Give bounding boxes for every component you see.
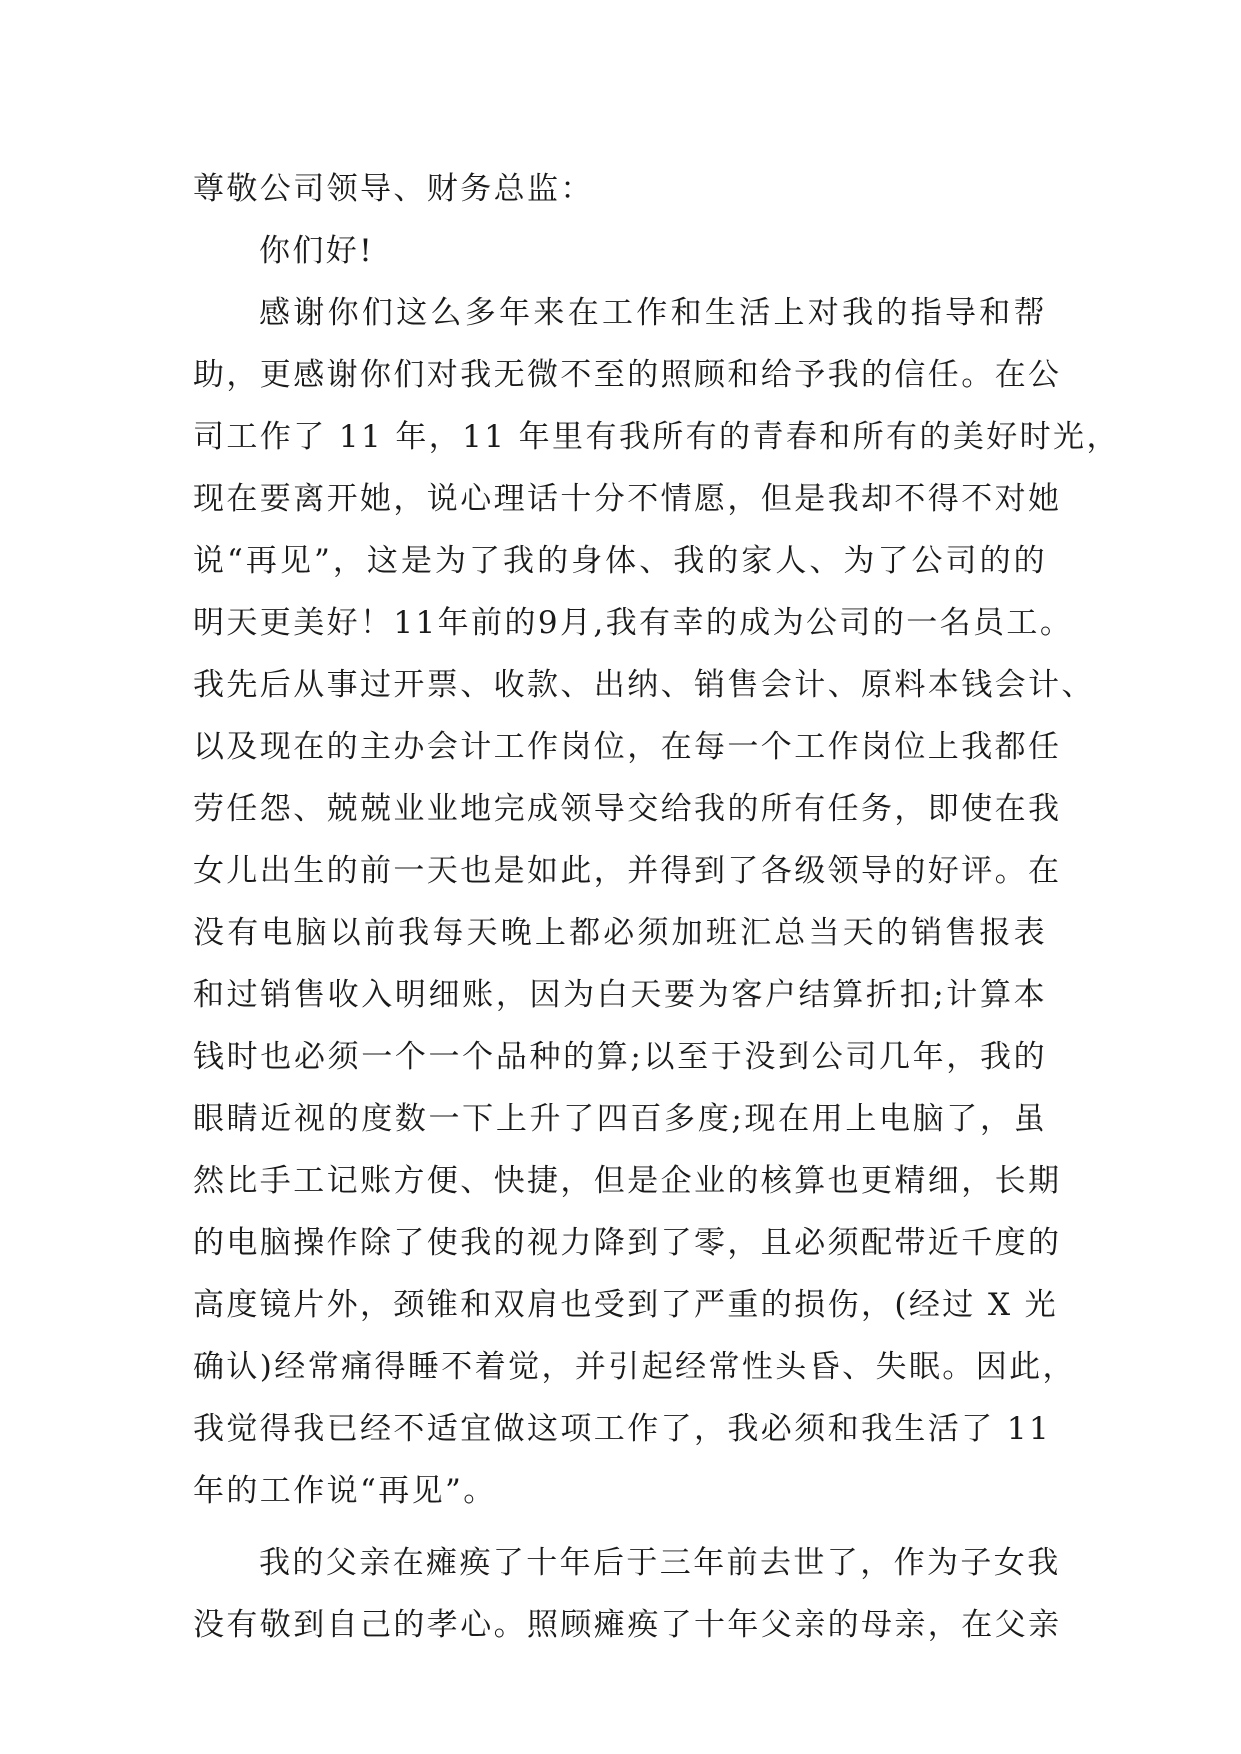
- paragraph-line: 我觉得我已经不适宜做这项工作了，我必须和我生活了 11: [193, 1411, 1052, 1447]
- paragraph-line: 助，更感谢你们对我无微不至的照顾和给予我的信任。在公: [193, 357, 1062, 393]
- paragraph-spacer: [193, 1522, 1047, 1532]
- paragraph-line: 没有敬到自己的孝心。照顾瘫痪了十年父亲的母亲，在父亲: [193, 1607, 1062, 1643]
- paragraph-line: 然比手工记账方便、快捷，但是企业的核算也更精细，长期: [193, 1163, 1062, 1199]
- paragraph-line: 以及现在的主办会计工作岗位，在每一个工作岗位上我都任: [193, 729, 1062, 765]
- paragraph-line: 明天更美好！11年前的9月,我有幸的成为公司的一名员工。: [193, 605, 1074, 641]
- letter-body: [193, 158, 1120, 1656]
- paragraph-line: 司工作了 11 年，11 年里有我所有的青春和所有的美好时光，: [193, 419, 1120, 455]
- paragraph-line: 的电脑操作除了使我的视力降到了零，且必须配带近千度的: [193, 1225, 1062, 1261]
- paragraph-line: 我先后从事过开票、收款、出纳、销售会计、原料本钱会计、: [193, 667, 1095, 703]
- paragraph-line: 钱时也必须一个一个品种的算;以至于没到公司几年，我的: [193, 1039, 1047, 1075]
- salutation: 尊敬公司领导、财务总监：: [193, 171, 594, 207]
- paragraph-line: 劳任怨、兢兢业业地完成领导交给我的所有任务，即使在我: [193, 791, 1062, 827]
- paragraph-line: 感谢你们这么多年来在工作和生活上对我的指导和帮: [259, 295, 1047, 331]
- paragraph-2: [193, 1532, 1062, 1656]
- paragraph-line: 高度镜片外，颈锥和双肩也受到了严重的损伤，(经过 X 光: [193, 1287, 1059, 1323]
- paragraph-line: 说“再见”，这是为了我的身体、我的家人、为了公司的的: [193, 543, 1047, 579]
- paragraph-last-line: 年的工作说“再见”。: [193, 1473, 497, 1509]
- paragraph-line: 现在要离开她，说心理话十分不情愿，但是我却不得不对她: [193, 481, 1062, 517]
- paragraph-line: 眼睛近视的度数一下上升了四百多度;现在用上电脑了，虽: [193, 1101, 1047, 1137]
- paragraph-line: 确认)经常痛得睡不着觉，并引起经常性头昏、失眠。因此，: [193, 1349, 1076, 1385]
- paragraph-line: 没有电脑以前我每天晚上都必须加班汇总当天的销售报表: [193, 915, 1047, 951]
- paragraph-line: 和过销售收入明细账，因为白天要为客户结算折扣;计算本: [193, 977, 1047, 1013]
- paragraph-1: [193, 282, 1120, 1522]
- paragraph-line: 女儿出生的前一天也是如此，并得到了各级领导的好评。在: [193, 853, 1062, 889]
- greeting: 你们好!: [259, 233, 375, 269]
- paragraph-line: 我的父亲在瘫痪了十年后于三年前去世了，作为子女我: [259, 1545, 1061, 1581]
